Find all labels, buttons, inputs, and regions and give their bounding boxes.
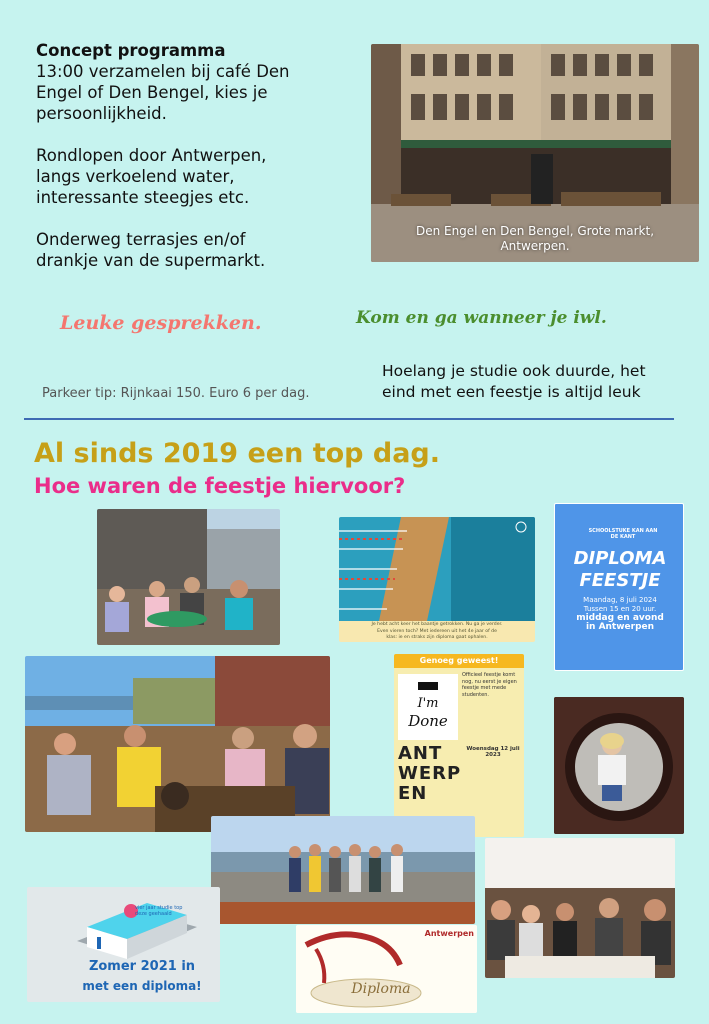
intro-line: Rondlopen door Antwerpen,: [36, 146, 267, 165]
done-day: Woensdag 12 juli 2023: [466, 746, 520, 758]
intro-line: interessante steegjes etc.: [36, 188, 250, 207]
flyer-details: Maandag, 8 juli 2024 Tussen 15 en 20 uur. middag en avond in Antwerpen: [576, 596, 664, 632]
intro-line: 13:00 verzamelen bij café Den: [36, 62, 290, 81]
tagline-pink: Leuke gesprekken.: [60, 312, 262, 334]
group-terrace-photo: [97, 509, 280, 645]
badge-line1: Zomer 2021 in: [88, 959, 196, 974]
zomer-badge: [27, 887, 220, 1002]
intro-line: drankje van de supermarkt.: [36, 251, 266, 270]
done-badge: I'm Done: [398, 674, 458, 740]
tagline-green: Kom en ga wanneer je iwl.: [356, 308, 607, 328]
parking-tip: Parkeer tip: Rijnkaai 150. Euro 6 per dag.: [42, 386, 310, 401]
badge-line2: met een diploma!: [82, 979, 202, 993]
grad-cap-icon: [418, 682, 438, 690]
rooftop-group-photo: [211, 816, 475, 924]
badge-small: vier jaar studie top deze geehaald: [135, 905, 183, 917]
diploma-word: Diploma: [351, 981, 411, 997]
intro-line: langs verkoelend water,: [36, 167, 235, 186]
intro-line: persoonlijkheid.: [36, 104, 167, 123]
heading-pink: Hoe waren de feestje hiervoor?: [34, 474, 406, 498]
flyer-top: SCHOOLSTUKE KAN AAN DE KANT: [588, 528, 658, 540]
harbor-terrace-photo: [25, 656, 330, 832]
flyer-big2: FEESTJE: [579, 570, 661, 591]
intro-line: Engel of Den Bengel, kies je: [36, 83, 268, 102]
intro-title: Concept programma: [36, 41, 226, 60]
restaurant-group-photo: [485, 838, 675, 978]
divider: [24, 418, 674, 420]
done-letters: ANTWERPEN: [398, 743, 462, 804]
photo-caption: Den Engel en Den Bengel, Grote markt, Antwerpen.: [415, 224, 655, 253]
done-side: Officieel feestje komt nog, nu eerst je eigen feestje met mede studenten.: [462, 672, 517, 698]
flyer-big1: DIPLOMA: [573, 548, 667, 569]
diploma-city: Antwerpen: [424, 929, 474, 938]
intro-text: [36, 40, 366, 271]
done-header: Genoeg geweest!: [394, 654, 524, 668]
manhole-photo: [554, 697, 684, 834]
im-done-flyer: [394, 654, 524, 837]
study-note: Hoelang je studie ook duurde, het eind met een feestje is altijd leuk: [382, 362, 646, 401]
diploma-feestje-flyer: [554, 503, 684, 671]
swim-poster: [339, 517, 535, 642]
grote-markt-photo: [371, 44, 699, 262]
swim-text: Je hebt acht keer het baantje getrokken. Nu ga je verder. Even vieren toch? Met iedereen uit het 4e jaar of de klas: ie en straks zijn diploma gaat ophalen.: [339, 621, 535, 642]
diploma-card: [296, 925, 477, 1013]
heading-gold: Al sinds 2019 een top dag.: [34, 438, 441, 469]
intro-line: Onderweg terrasjes en/of: [36, 230, 246, 249]
